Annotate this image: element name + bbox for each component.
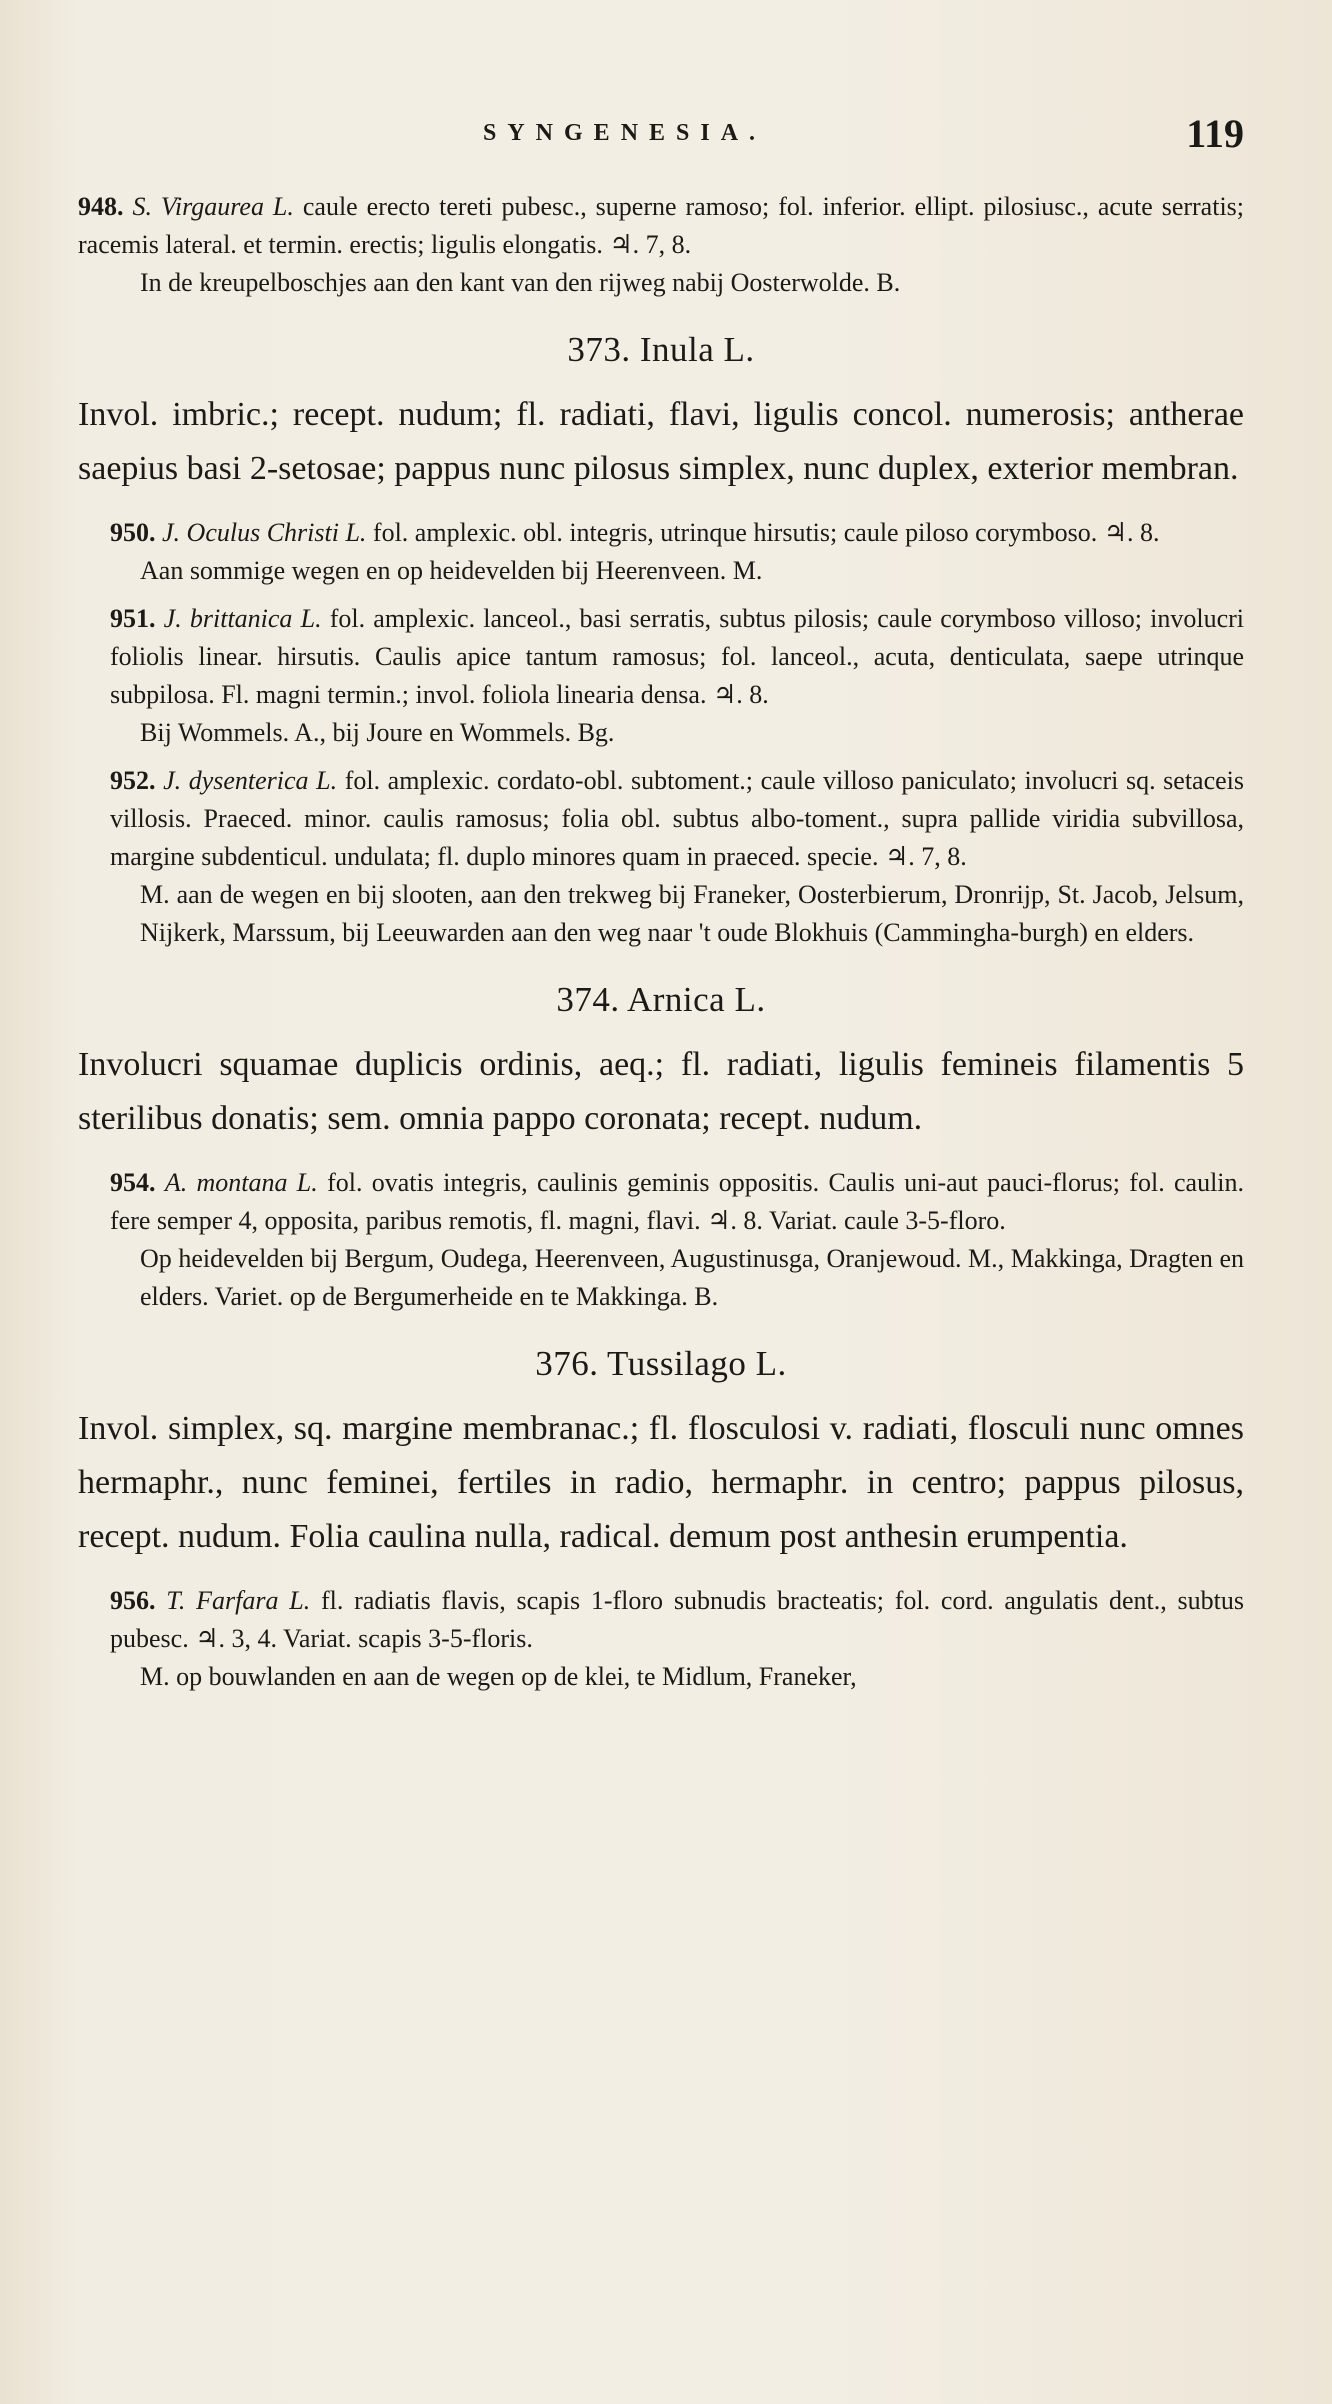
species-description: caule erecto tereti pubesc., superne ramoso; fol. inferior. ellipt. pilosiusc., acute serratis; racemis lateral. et termin. erectis; ligulis elongatis. ♃. 7, 8. xyxy=(78,192,1245,259)
species-description: fol. amplexic. cordato-obl. subtoment.; caule villoso paniculato; involucri sq. setaceis villosis. Praeced. minor. caulis ramosus; folia obl. subtus albo-toment., supra pallide viridia subvillosa, margine subdenticul. undulata; fl. duplo minores quam in praeced. specie. ♃. 7, 8. xyxy=(110,766,1245,871)
species-description: fol. amplexic. obl. integris, utrinque hirsutis; caule piloso corymboso. ♃. 8. xyxy=(372,518,1160,547)
species-entry-956 xyxy=(78,1582,1244,1658)
species-number: 954. xyxy=(110,1168,156,1197)
page-number: 119 xyxy=(1186,111,1244,156)
species-locality: M. aan de wegen en bij slooten, aan den trekweg bij Franeker, Oosterbierum, Dronrijp, St. Jacob, Jelsum, Nijkerk, Marssum, bij Leeuwarden aan den weg naar 't oude Blokhuis (Cammingha-burgh) en elders. xyxy=(140,880,1244,947)
species-name: J. Oculus Christi L. xyxy=(162,518,367,547)
species-locality: M. op bouwlanden en aan de wegen op de klei, te Midlum, Franeker, xyxy=(140,1662,857,1691)
species-name: J. brittanica L. xyxy=(163,604,322,633)
genus-title-arnica: 374. Arnica L. xyxy=(556,980,766,1019)
genus-title-inula: 373. Inula L. xyxy=(567,330,755,369)
species-entry-950 xyxy=(78,514,1244,552)
species-entry-954 xyxy=(78,1164,1244,1240)
species-name: S. Virgaurea L. xyxy=(132,192,294,221)
species-number: 956. xyxy=(110,1586,156,1615)
genus-description-inula: Invol. imbric.; recept. nudum; fl. radiati, flavi, ligulis concol. numerosis; antherae saepius basi 2-setosae; pappus nunc pilosus simplex, nunc duplex, exterior membran. xyxy=(78,396,1244,487)
species-locality: Bij Wommels. A., bij Joure en Wommels. Bg. xyxy=(140,718,615,747)
species-number: 950. xyxy=(110,518,156,547)
genus-title-tussilago: 376. Tussilago L. xyxy=(535,1344,787,1383)
genus-description-arnica: Involucri squamae duplicis ordinis, aeq.; fl. radiati, ligulis femineis filamentis 5 sterilibus donatis; sem. omnia pappo coronata; recept. nudum. xyxy=(78,1046,1244,1137)
running-head xyxy=(78,110,1244,170)
genus-description-tussilago: Invol. simplex, sq. margine membranac.; fl. flosculosi v. radiati, flosculi nunc omnes hermaphr., nunc feminei, fertiles in radio, hermaphr. in centro; pappus pilosus, recept. nudum. Folia caulina nulla, radical. demum post anthesin erumpentia. xyxy=(78,1410,1244,1555)
species-number: 951. xyxy=(110,604,156,633)
species-entry-951 xyxy=(78,600,1244,714)
species-name: T. Farfara L. xyxy=(166,1586,311,1615)
species-description: fol. amplexic. lanceol., basi serratis, subtus pilosis; caule corymboso villoso; involucri foliolis linear. hirsutis. Caulis apice tantum ramosus; fol. lanceol., acuta, denticulata, saepe utrinque subpilosa. Fl. magni termin.; invol. foliola linearia densa. ♃. 8. xyxy=(110,604,1245,709)
species-locality: Aan sommige wegen en op heidevelden bij Heerenveen. M. xyxy=(140,556,763,585)
species-number: 948. xyxy=(78,192,124,221)
species-name: A. montana L. xyxy=(164,1168,318,1197)
species-description: fl. radiatis flavis, scapis 1-floro subnudis bracteatis; fol. cord. angulatis dent., subtus pubesc. ♃. 3, 4. Variat. scapis 3-5-floris. xyxy=(110,1586,1245,1653)
species-locality: Op heidevelden bij Bergum, Oudega, Heerenveen, Augustinusga, Oranjewoud. M., Makkinga, Dragten en elders. Variet. op de Bergumerheide en te Makkinga. B. xyxy=(140,1244,1244,1311)
species-entry-952 xyxy=(78,762,1244,876)
species-locality: In de kreupelboschjes aan den kant van den rijweg nabij Oosterwolde. B. xyxy=(140,268,901,297)
species-number: 952. xyxy=(110,766,156,795)
species-name: J. dysenterica L. xyxy=(163,766,338,795)
species-entry-948 xyxy=(78,188,1244,264)
species-description: fol. ovatis integris, caulinis geminis oppositis. Caulis uni-aut pauci-florus; fol. caulin. fere semper 4, opposita, paribus remotis, fl. magni, flavi. ♃. 8. Variat. caule 3-5-floro. xyxy=(110,1168,1245,1235)
running-title: SYNGENESIA. xyxy=(483,120,767,146)
